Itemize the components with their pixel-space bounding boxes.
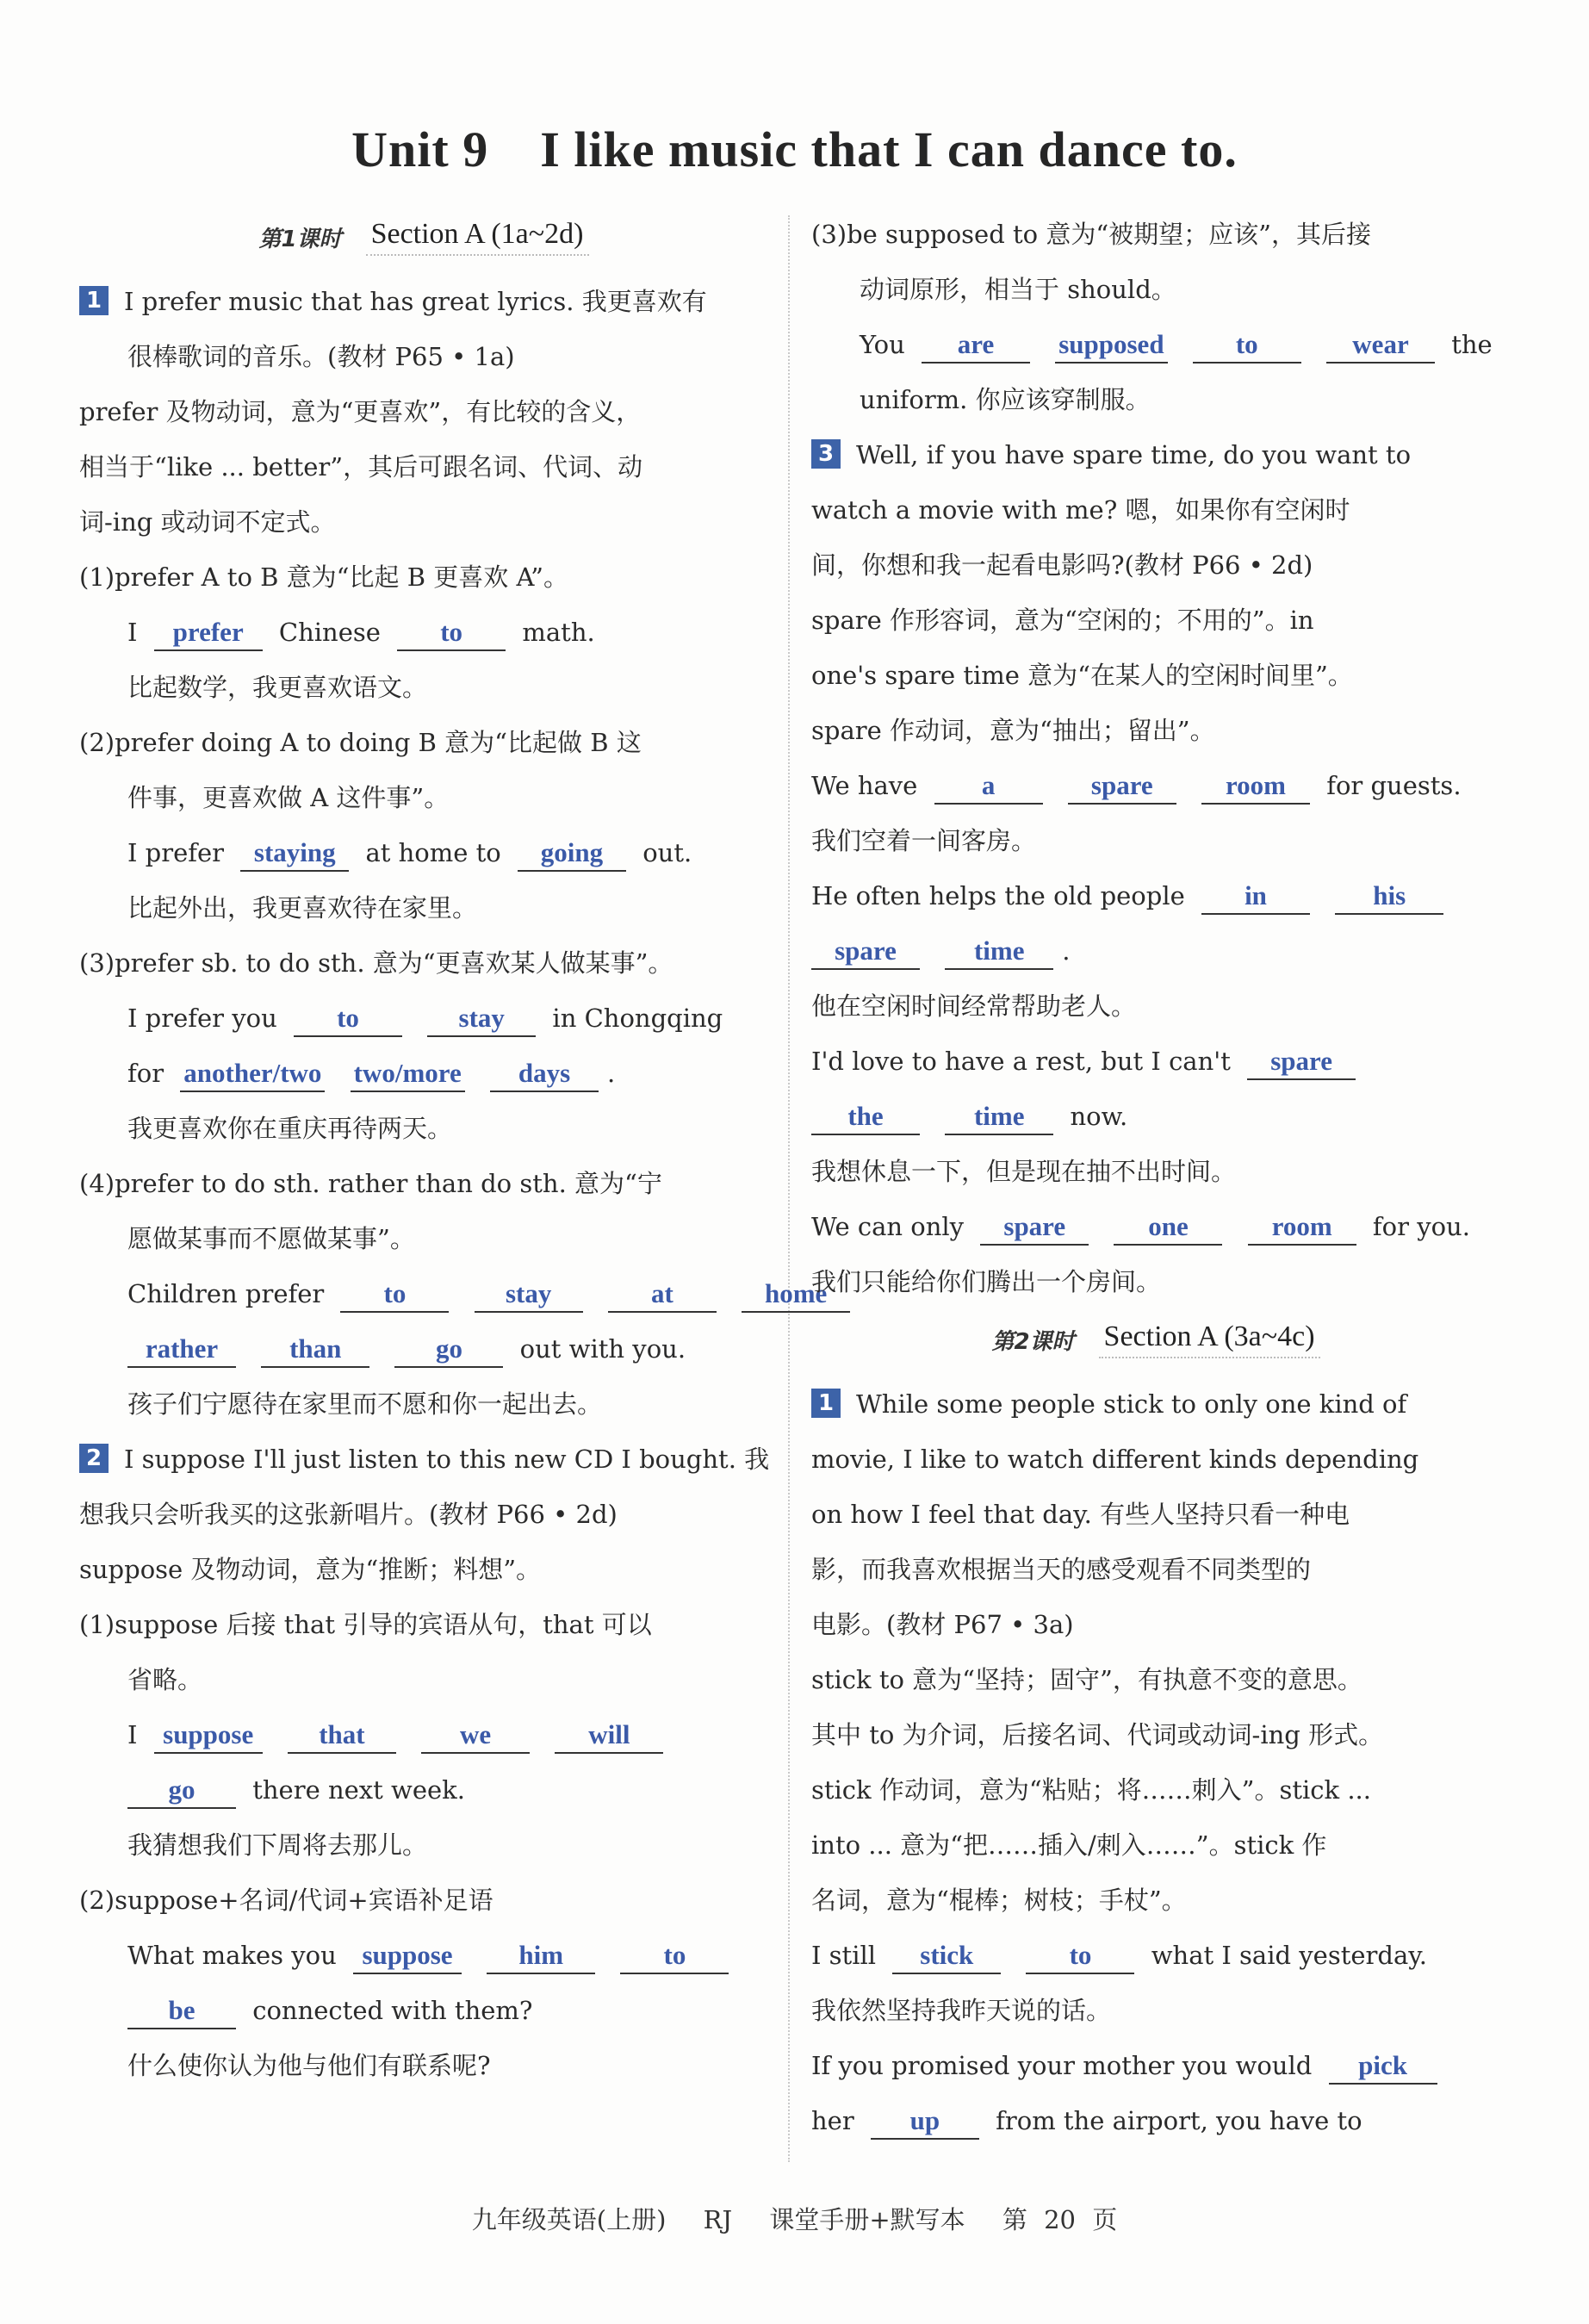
text-line: on how I feel that day. 有些人坚持只看一种电 xyxy=(811,1500,1350,1529)
example-sentence: I prefer music that has great lyrics. 我更喜欢有 xyxy=(124,287,707,316)
exercise-line xyxy=(811,2038,1500,2093)
answer-blank: going xyxy=(518,836,626,872)
answer-blank: suppose xyxy=(154,1718,263,1754)
lesson-tag: 第1课时 xyxy=(258,226,342,252)
text: what I said yesterday. xyxy=(1151,1941,1427,1970)
exercise-line xyxy=(811,1199,1500,1254)
item-2 xyxy=(79,1432,768,2093)
exercise-line xyxy=(79,1928,768,1983)
text-line: 间，你想和我一起看电影吗?(教材 P66 • 2d) xyxy=(811,550,1313,580)
exercise-line xyxy=(811,758,1500,813)
exercise-line xyxy=(79,605,768,660)
answer-blank: him xyxy=(487,1938,595,1974)
answer-blank: days xyxy=(490,1056,599,1092)
column-divider xyxy=(788,215,790,2162)
rule-line: (1)prefer A to B 意为“比起 B 更喜欢 A”。 xyxy=(79,562,568,592)
text-line: prefer 及物动词，意为“更喜欢”，有比较的含义， xyxy=(79,397,642,426)
translation: 比起外出，我更喜欢待在家里。 xyxy=(127,893,478,923)
section-title: Section A (3a~4c) xyxy=(1099,1320,1320,1358)
translation: 我们只能给你们腾出一个房间。 xyxy=(811,1267,1162,1296)
series-name: 课堂手册+默写本 xyxy=(769,2205,965,2234)
exercise-line xyxy=(79,1321,768,1376)
text: connected with them? xyxy=(252,1996,533,2025)
translation: 我想休息一下，但是现在抽不出时间。 xyxy=(811,1157,1237,1186)
text-line: 电影。(教材 P67 • 3a) xyxy=(811,1610,1074,1639)
text: He often helps the old people xyxy=(811,881,1185,910)
text: Chinese xyxy=(278,618,381,647)
item-3 xyxy=(811,427,1500,1309)
exercise-line xyxy=(79,1707,768,1762)
answer-blank: spare xyxy=(1068,768,1176,805)
text: in Chongqing xyxy=(552,1004,723,1033)
text: out. xyxy=(642,838,692,867)
text: What makes you xyxy=(127,1941,337,1970)
answer-blank: that xyxy=(288,1718,396,1754)
answer-blank: rather xyxy=(127,1332,236,1368)
rule-line: 省略。 xyxy=(127,1665,203,1694)
text: there next week. xyxy=(252,1775,465,1805)
rule-line: 愿做某事而不愿做某事”。 xyxy=(127,1224,415,1253)
unit-title xyxy=(0,121,1589,178)
text-line: 想我只会听我买的这张新唱片。(教材 P66 • 2d) xyxy=(79,1500,618,1529)
text-line: 很棒歌词的音乐。(教材 P65 • 1a) xyxy=(127,342,515,371)
exercise-line xyxy=(79,1046,768,1101)
text-line: 词-ing 或动词不定式。 xyxy=(79,507,336,537)
text: her xyxy=(811,2106,854,2135)
answer-blank: room xyxy=(1201,768,1310,805)
answer-blank: up xyxy=(871,2103,979,2140)
answer-blank: at xyxy=(608,1277,717,1313)
answer-blank: stick xyxy=(892,1938,1001,1974)
answer-blank: to xyxy=(620,1938,729,1974)
text: We have xyxy=(811,771,918,800)
item-1 xyxy=(79,274,828,1432)
text-line: spare 作动词，意为“抽出；留出”。 xyxy=(811,716,1215,745)
text: math. xyxy=(522,618,595,647)
text-line: suppose 及物动词，意为“推断；料想”。 xyxy=(79,1555,542,1584)
answer-blank: time xyxy=(945,1099,1053,1135)
rule-line: (2)suppose+名词/代词+宾语补足语 xyxy=(79,1886,493,1915)
text-line: stick 作动词，意为“粘贴；将……刺入”。stick ... xyxy=(811,1775,1371,1805)
answer-blank: stay xyxy=(475,1277,583,1313)
text: I xyxy=(127,1720,138,1749)
exercise-line xyxy=(811,923,1500,979)
text: I'd love to have a rest, but I can't xyxy=(811,1047,1231,1076)
answer-blank: another/two xyxy=(180,1056,325,1092)
unit-heading: I like music that I can dance to. xyxy=(540,121,1238,177)
text: for xyxy=(127,1059,164,1088)
rule-line: (4)prefer to do sth. rather than do sth. 意为“宁 xyxy=(79,1169,662,1198)
answer-blank: stay xyxy=(427,1001,536,1037)
answer-blank: the xyxy=(811,1099,920,1135)
translation: 他在空闲时间经常帮助老人。 xyxy=(811,991,1137,1021)
exercise-line xyxy=(79,1266,828,1321)
answer-blank: wear xyxy=(1326,327,1435,364)
text-line: stick to 意为“坚持；固守”，有执意不变的意思。 xyxy=(811,1665,1362,1694)
text-line: 相当于“like ... better”，其后可跟名词、代词、动 xyxy=(79,452,643,482)
page-footer xyxy=(0,2201,1589,2236)
answer-blank: will xyxy=(555,1718,663,1754)
section-heading-1 xyxy=(79,207,768,267)
answer-blank: in xyxy=(1201,879,1310,915)
text: for guests. xyxy=(1326,771,1462,800)
example-sentence: I suppose I'll just listen to this new CD I bought. 我 xyxy=(124,1445,770,1474)
text-line: into ... 意为“把……插入/刺入……”。stick 作 xyxy=(811,1830,1327,1860)
translation: 我们空着一间客房。 xyxy=(811,826,1037,855)
answer-blank: than xyxy=(261,1332,369,1368)
text: out with you. xyxy=(519,1334,686,1364)
rule-line: 动词原形，相当于 should。 xyxy=(860,275,1176,304)
rule-line: (3)prefer sb. to do sth. 意为“更喜欢某人做某事”。 xyxy=(79,948,673,978)
text: We can only xyxy=(811,1212,965,1241)
exercise-line xyxy=(79,991,768,1046)
answer-blank: pick xyxy=(1329,2048,1437,2085)
answer-blank: to xyxy=(340,1277,449,1313)
exercise-line xyxy=(79,825,768,880)
text: at home to xyxy=(365,838,501,867)
answer-blank: a xyxy=(934,768,1043,805)
text-line: one's spare time 意为“在某人的空闲时间里”。 xyxy=(811,661,1353,690)
item-4 xyxy=(811,1376,1500,2148)
lesson-tag: 第2课时 xyxy=(991,1328,1075,1355)
answer-blank: spare xyxy=(980,1209,1089,1246)
translation: 我猜想我们下周将去那儿。 xyxy=(127,1830,428,1860)
section-heading-2 xyxy=(811,1309,1500,1370)
example-sentence: Well, if you have spare time, do you want to xyxy=(856,440,1412,469)
translation: uniform. 你应该穿制服。 xyxy=(860,385,1151,414)
answer-blank: time xyxy=(945,934,1053,970)
answer-blank: to xyxy=(397,615,506,651)
answer-blank: we xyxy=(421,1718,530,1754)
answer-blank: are xyxy=(922,327,1030,364)
answer-blank: to xyxy=(1193,327,1301,364)
text: from the airport, you have to xyxy=(996,2106,1362,2135)
item-number-badge: 1 xyxy=(79,286,109,315)
exercise-line xyxy=(811,1034,1500,1089)
exercise-line xyxy=(79,1762,768,1818)
text: now. xyxy=(1070,1102,1128,1131)
text: If you promised your mother you would xyxy=(811,2051,1313,2080)
exercise-line xyxy=(811,868,1500,923)
rule-line: (1)suppose 后接 that 引导的宾语从句，that 可以 xyxy=(79,1610,652,1639)
exercise-line xyxy=(811,1928,1500,1983)
answer-blank: to xyxy=(1026,1938,1134,1974)
page-number: 第 20 页 xyxy=(1002,2205,1118,2234)
answer-blank: staying xyxy=(240,836,349,872)
text-line: watch a movie with me? 嗯，如果你有空闲时 xyxy=(811,495,1350,525)
item-number-badge: 1 xyxy=(811,1389,841,1418)
text: . xyxy=(1062,936,1071,966)
item-number-badge: 3 xyxy=(811,439,841,469)
translation: 我依然坚持我昨天说的话。 xyxy=(811,1996,1112,2025)
rule-line: 件事，更喜欢做 A 这件事”。 xyxy=(127,783,450,812)
text-line: spare 作形容词，意为“空闲的；不用的”。in xyxy=(811,606,1314,635)
text: I prefer you xyxy=(127,1004,277,1033)
item-number-badge: 2 xyxy=(79,1444,109,1473)
exercise-line xyxy=(79,1983,768,2038)
section-title: Section A (1a~2d) xyxy=(366,218,589,256)
answer-blank: prefer xyxy=(154,615,263,651)
answer-blank: be xyxy=(127,1993,236,2029)
text: for you. xyxy=(1372,1212,1470,1241)
answer-blank: supposed xyxy=(1055,327,1167,364)
answer-blank: spare xyxy=(1247,1044,1356,1080)
book-title: 九年级英语(上册) xyxy=(471,2205,667,2234)
exercise-line xyxy=(811,2093,1500,2148)
answer-blank: go xyxy=(127,1773,236,1809)
answer-blank: go xyxy=(394,1332,503,1368)
text-line: 影，而我喜欢根据当天的感受观看不同类型的 xyxy=(811,1555,1312,1584)
example-sentence: While some people stick to only one kind of xyxy=(856,1389,1407,1419)
text-line: movie, I like to watch different kinds depending xyxy=(811,1445,1419,1474)
text: You xyxy=(860,330,905,359)
rule-line: (3)be supposed to 意为“被期望；应该”，其后接 xyxy=(811,220,1371,249)
answer-blank: suppose xyxy=(353,1938,462,1974)
answer-blank: room xyxy=(1248,1209,1356,1246)
text-line: 其中 to 为介词，后接名词、代词或动词-ing 形式。 xyxy=(811,1720,1384,1749)
text: I prefer xyxy=(127,838,225,867)
answer-blank: home xyxy=(742,1277,850,1313)
rule-line: (2)prefer doing A to doing B 意为“比起做 B 这 xyxy=(79,728,642,757)
text-line: 名词，意为“棍棒；树枝；手杖”。 xyxy=(811,1886,1187,1915)
text: the xyxy=(1451,330,1493,359)
text: I xyxy=(127,618,138,647)
left-column xyxy=(79,207,828,2093)
answer-blank: to xyxy=(294,1001,402,1037)
text: Children prefer xyxy=(127,1279,325,1308)
edition: RJ xyxy=(703,2205,733,2234)
translation: 我更喜欢你在重庆再待两天。 xyxy=(127,1114,453,1143)
exercise-line xyxy=(811,1089,1500,1144)
answer-blank: two/more xyxy=(351,1056,465,1092)
answer-blank: one xyxy=(1114,1209,1222,1246)
exercise-line xyxy=(811,317,1500,372)
right-column xyxy=(811,207,1500,2148)
text: I still xyxy=(811,1941,877,1970)
text: . xyxy=(606,1059,616,1088)
answer-blank: spare xyxy=(811,934,920,970)
item-2-continued xyxy=(811,207,1500,427)
translation: 孩子们宁愿待在家里而不愿和你一起出去。 xyxy=(127,1389,603,1419)
translation: 比起数学，我更喜欢语文。 xyxy=(127,673,428,702)
answer-blank: his xyxy=(1335,879,1443,915)
unit-number: Unit 9 xyxy=(351,121,489,177)
translation: 什么使你认为他与他们有联系呢? xyxy=(127,2051,491,2080)
